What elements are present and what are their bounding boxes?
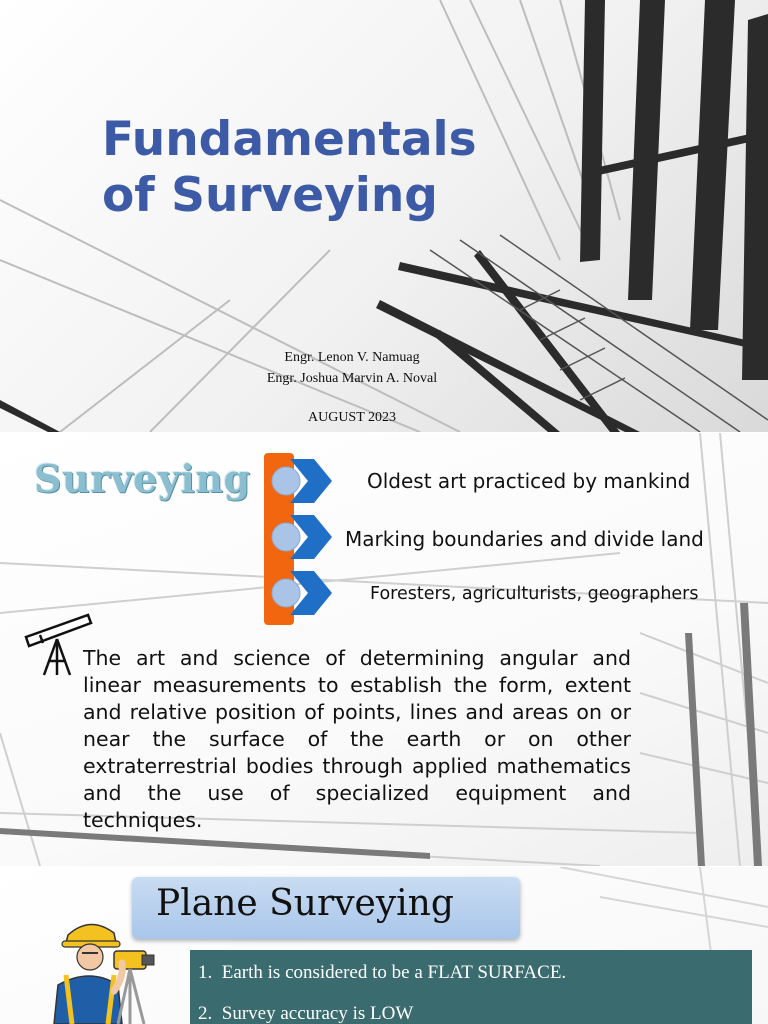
circle-icon xyxy=(272,579,300,607)
circle-icon xyxy=(272,467,300,495)
bullet-3: Foresters, agriculturists, geographers xyxy=(370,584,699,604)
plane-surveying-slide xyxy=(0,867,768,1024)
bullet-graphic xyxy=(262,451,334,627)
author-2: Engr. Joshua Marvin A. Noval xyxy=(266,371,438,386)
title-line-1: Fundamentals xyxy=(102,112,477,167)
list-item: 1. Earth is considered to be a FLAT SURFACE. xyxy=(198,962,567,983)
surveying-definition: The art and science of determining angular and linear measurements to establish the form, extent and relative position of points, lines and areas on or near the surface of the earth or on other extraterrestrial bodies through applied mathematics and the use of specialized equipment and techniques. xyxy=(83,646,631,832)
surveying-slide xyxy=(0,433,768,866)
bullet-1: Oldest art practiced by mankind xyxy=(367,469,691,493)
plane-surveying-title-box xyxy=(132,877,520,939)
presentation-date: AUGUST 2023 xyxy=(307,410,397,425)
presentation-title xyxy=(102,112,477,224)
title-slide xyxy=(0,0,768,432)
slide-title: Plane Surveying xyxy=(156,883,454,924)
author-1: Engr. Lenon V. Namuag xyxy=(284,350,420,365)
plane-surveying-list xyxy=(190,950,752,1024)
bullet-2: Marking boundaries and divide land xyxy=(345,527,704,551)
title-line-2: of Surveying xyxy=(102,168,438,223)
slide-title: Surveying xyxy=(34,456,251,501)
list-item: 2. Survey accuracy is LOW xyxy=(198,1003,414,1024)
circle-icon xyxy=(272,523,300,551)
